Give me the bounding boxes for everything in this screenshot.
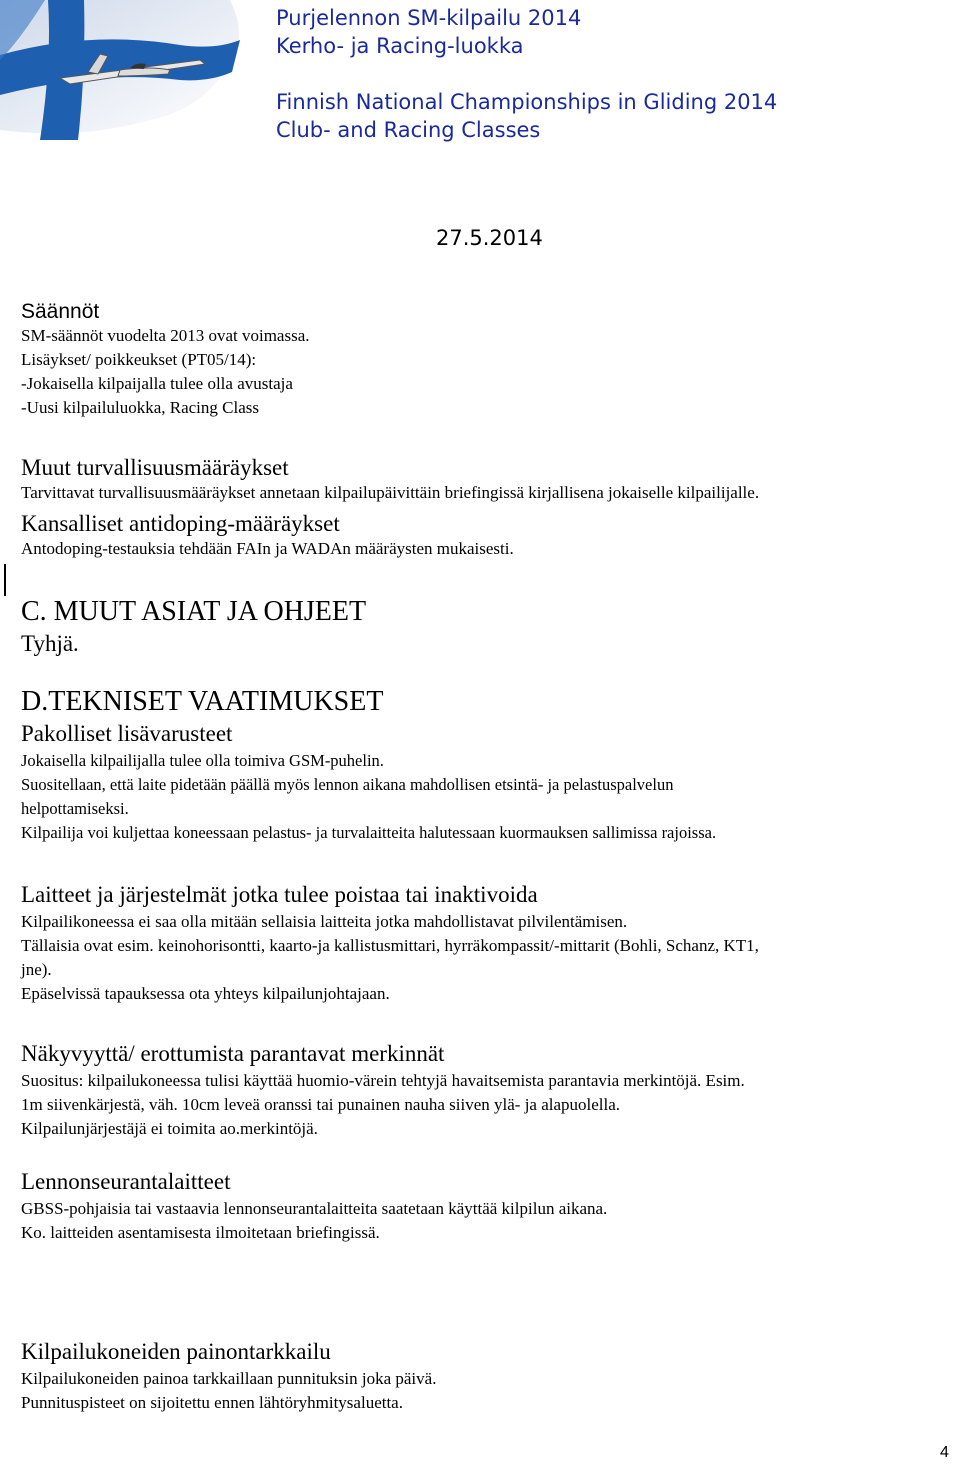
section-d [21,686,941,845]
weight-line: Punnituspisteet on sijoitettu ennen lähtöryhmitysaluetta. [21,1393,403,1412]
header-title-fi-2: Kerho- ja Racing-luokka [276,34,524,58]
section-c [21,596,941,657]
header-title-en-1: Finnish National Championships in Gliding 2014 [276,90,778,114]
section-d-heading: D.TEKNISET VAATIMUKSET [21,686,384,717]
devices-line: jne). [21,960,52,979]
rules-line: Lisäykset/ poikkeukset (PT05/14): [21,350,257,369]
tracking-line: Ko. laitteiden asentamisesta ilmoitetaan briefingissä. [21,1223,380,1242]
safety-heading: Muut turvallisuusmääräykset [21,455,289,480]
devices-heading: Laitteet ja järjestelmät jotka tulee poistaa tai inaktivoida [21,882,538,907]
revision-bar [4,564,6,596]
weight-line: Kilpailukoneiden painoa tarkkaillaan punnituksin joka päivä. [21,1369,437,1388]
section-c-heading: C. MUUT ASIAT JA OHJEET [21,596,367,627]
safety-text: Tarvittavat turvallisuusmääräykset annetaan kilpailupäivittäin briefingissä kirjallisena jokaiselle kilpailijalle. [21,483,760,502]
antidoping-text: Antodoping-testauksia tehdään FAIn ja WADAn määräysten mukaisesti. [21,539,514,558]
finnish-flag-glider-logo [0,0,250,160]
visibility-line: Suositus: kilpailukoneessa tulisi käyttää huomio-värein tehtyjä havaitsemista parantavia merkintöjä. Esim. [21,1071,745,1090]
antidoping-heading: Kansalliset antidoping-määräykset [21,511,340,536]
document-date: 27.5.2014 [436,226,543,250]
devices-line: Kilpailikoneessa ei saa olla mitään sellaisia laitteita jotka mahdollistavat pilvilentämisen. [21,912,628,931]
safety-section [21,455,941,505]
tracking-heading: Lennonseurantalaitteet [21,1169,231,1194]
header-title-en-2: Club- and Racing Classes [276,118,541,142]
rules-line: -Jokaisella kilpaijalla tulee olla avustaja [21,374,293,393]
tracking-section [21,1169,941,1245]
rules-line: -Uusi kilpailuluokka, Racing Class [21,398,259,417]
devices-line: Epäselvissä tapauksessa ota yhteys kilpailunjohtajaan. [21,984,390,1003]
rules-heading: Säännöt [21,300,100,323]
tracking-line: GBSS-pohjaisia tai vastaavia lennonseurantalaitteita saatetaan käyttää kilpilun aikana. [21,1199,608,1218]
visibility-line: 1m siivenkärjestä, väh. 10cm leveä oranssi tai punainen nauha siiven ylä- ja alapuolella. [21,1095,621,1114]
page-number: 4 [940,1444,949,1461]
section-d-line: Jokaisella kilpailijalla tulee olla toimiva GSM-puhelin. [21,751,384,770]
antidoping-section [21,511,941,561]
visibility-heading: Näkyvyyttä/ erottumista parantavat merkinnät [21,1041,445,1066]
section-d-line: Kilpailija voi kuljettaa koneessaan pelastus- ja turvalaitteita halutessaan kuormauksen sallimissa rajoissa. [21,823,717,842]
section-c-text: Tyhjä. [21,631,79,656]
section-d-line: helpottamiseksi. [21,799,129,818]
devices-section [21,882,941,1006]
header-title-fi-1: Purjelennon SM-kilpailu 2014 [276,6,582,30]
section-d-subheading: Pakolliset lisävarusteet [21,721,233,746]
rules-line: SM-säännöt vuodelta 2013 ovat voimassa. [21,326,310,345]
weight-heading: Kilpailukoneiden painontarkkailu [21,1339,331,1364]
devices-line: Tällaisia ovat esim. keinohorisontti, kaarto-ja kallistusmittari, hyrräkompassit/-mittarit (Bohli, Schanz, KT1, [21,936,759,955]
visibility-section [21,1041,941,1141]
section-d-line: Suositellaan, että laite pidetään päällä myös lennon aikana mahdollisen etsintä- ja pelastuspalvelun [21,775,674,794]
rules-section [21,300,941,420]
visibility-line: Kilpailunjärjestäjä ei toimita ao.merkintöjä. [21,1119,318,1138]
weight-section [21,1339,941,1415]
